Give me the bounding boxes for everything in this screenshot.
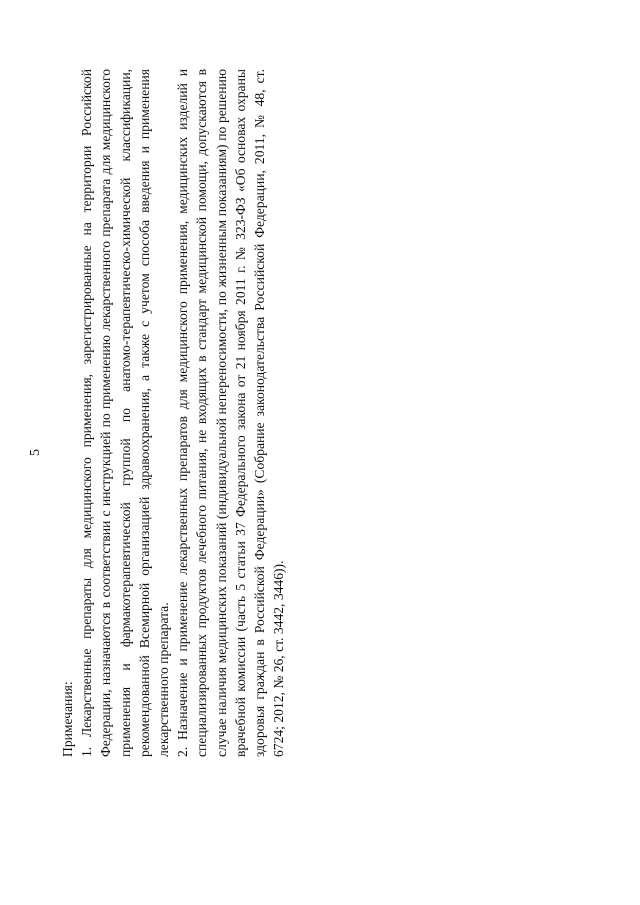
page-number: 5 [28, 449, 43, 456]
note-item-2: 2. Назначение и применение лекарственных препаратов для медицинского применения, медицинских изделий и специализированных продуктов лечебного питания, не входящих в стандарт медицинской помощи, допускаются в случае наличия медицинских показаний (индивидуальной непереносимости, по жизненным показаниям) по решению врачебной комиссии (часть 5 статьи 37 Федерального закона от 21 ноября 2011 г. № 323-ФЗ «Об основах охраны здоровья граждан в Российской Федерации» (Собрание законодательства Российской Федерации, 2011, № 48, ст. 6724; 2012, № 26, ст. 3442, 3446)). [175, 69, 287, 757]
note-item-1: 1. Лекарственные препараты для медицинского применения, зарегистрированные на территории Российской Федерации, назначаются в соответствии с инструкцией по применению лекарственного препарата для медицинского применения и фармакотерапевтической группой по анатомо-терапевтическо-химической классификации, рекомендованной Всемирной организацией здравоохранения, а также с учетом способа введения и применения лекарственного препарата. [79, 69, 172, 757]
notes-heading: Примечания: [60, 681, 75, 757]
notes-section [58, 69, 288, 757]
